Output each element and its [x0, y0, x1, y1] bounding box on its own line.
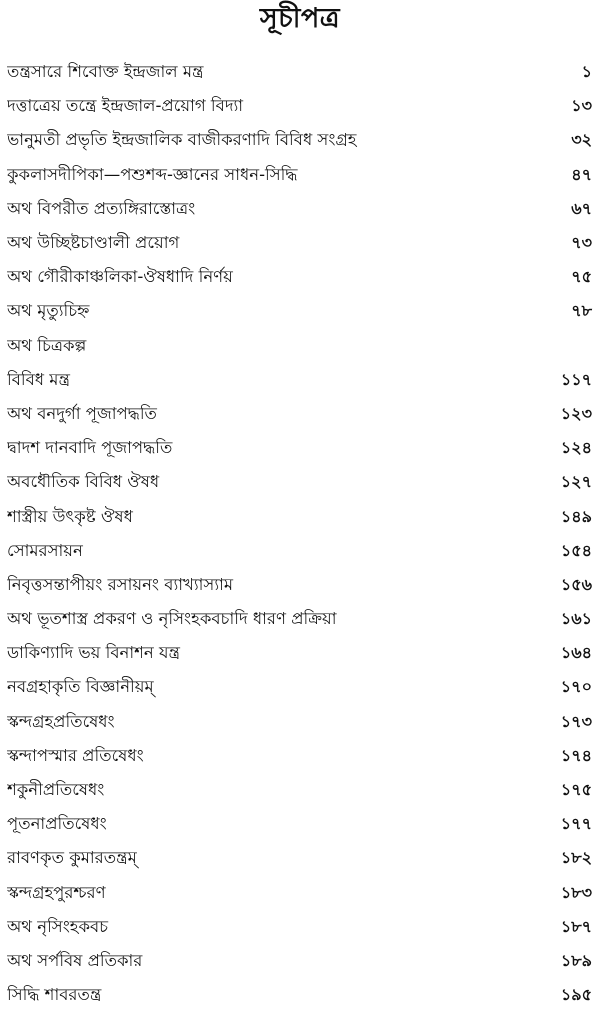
toc-entry-page-number: ১৪৯	[560, 506, 592, 526]
toc-entry-page-number: ১	[581, 62, 592, 82]
toc-entry	[0, 55, 600, 89]
toc-entry-title: রাবণকৃত কুমারতন্ত্রম্	[7, 848, 137, 868]
toc-entry	[0, 568, 600, 602]
toc-entry	[0, 773, 600, 807]
toc-entry	[0, 910, 600, 944]
toc-entry-page-number: ১৮৭	[560, 916, 592, 936]
toc-entry	[0, 739, 600, 773]
table-of-contents	[0, 55, 600, 1012]
toc-entry-page-number: ১৫৪	[560, 540, 592, 560]
toc-entry	[0, 465, 600, 499]
toc-entry-page-number: ১৭৭	[560, 814, 592, 834]
toc-entry	[0, 807, 600, 841]
toc-entry	[0, 294, 600, 328]
toc-entry	[0, 876, 600, 910]
toc-entry	[0, 670, 600, 704]
toc-entry-title: বিবিধ মন্ত্র	[7, 369, 70, 389]
toc-entry-page-number: ১২৪	[560, 438, 592, 458]
toc-entry	[0, 260, 600, 294]
toc-entry-page-number: ১৮৯	[560, 950, 592, 970]
toc-entry	[0, 363, 600, 397]
toc-entry-page-number: ৩২	[571, 130, 592, 150]
toc-entry-title: কুকলাসদীপিকা—পশুশব্দ-জ্ঞানের সাধন-সিদ্ধি	[7, 164, 298, 184]
toc-entry-page-number: ১৮২	[560, 848, 592, 868]
toc-entry-title: অথ উচ্ছিষ্টচাণ্ডালী প্রয়োগ	[7, 233, 180, 253]
toc-entry-title: দত্তাত্রেয় তন্ত্রে ইন্দ্রজাল-প্রয়োগ বিদ্যা	[7, 96, 244, 116]
toc-entry-page-number: ৭৮	[571, 301, 592, 321]
toc-entry-title: নবগ্রহাকৃতি বিজ্ঞানীয়ম্	[7, 677, 154, 697]
toc-entry-title: অথ মৃত্যুচিহ্ন	[7, 301, 90, 321]
toc-entry-title: অথ চিত্রকল্প	[7, 335, 87, 355]
toc-entry-title: নিবৃত্তসন্তাপীয়ং রসায়নং ব্যাখ্যাস্যাম	[7, 574, 234, 594]
toc-entry-title: অবধৌতিক বিবিধ ঔষধ	[7, 472, 160, 492]
toc-entry-page-number: ৭৫	[571, 267, 592, 287]
toc-entry	[0, 499, 600, 533]
toc-entry-title: অথ বিপরীত প্রত্যঙ্গিরাস্তোত্রং	[7, 198, 196, 218]
toc-entry-page-number: ১৭৪	[560, 745, 592, 765]
toc-entry-title: অথ নৃসিংহকবচ	[7, 916, 109, 936]
toc-entry-title: স্কন্দাপস্মার প্রতিষেধং	[7, 745, 144, 765]
toc-entry-page-number: ১২৩	[560, 403, 592, 423]
toc-entry-page-number: ১৭০	[560, 677, 592, 697]
toc-entry-title: তন্ত্রসারে শিবোক্ত ইন্দ্রজাল মন্ত্র	[7, 62, 204, 82]
toc-entry-page-number: ১৫৬	[560, 574, 592, 594]
toc-entry	[0, 978, 600, 1012]
toc-entry	[0, 397, 600, 431]
toc-entry-title: অথ গৌরীকাঞ্চলিকা-ঔষধাদি নির্ণয়	[7, 267, 233, 287]
toc-entry-page-number: ১৯৫	[560, 985, 592, 1005]
toc-entry-title: দ্বাদশ দানবাদি পূজাপদ্ধতি	[7, 438, 173, 458]
toc-entry	[0, 329, 600, 363]
toc-entry	[0, 841, 600, 875]
toc-entry-title: পূতনাপ্রতিষেধং	[7, 814, 107, 834]
toc-entry-page-number: ১৭৫	[560, 780, 592, 800]
toc-entry	[0, 534, 600, 568]
toc-entry-page-number: ১৮৩	[560, 882, 592, 902]
toc-entry-title: ডাকিণ্যাদি ভয় বিনাশন যন্ত্র	[7, 643, 180, 663]
toc-entry-page-number: ৭৩	[571, 233, 592, 253]
toc-entry-title: শকুনীপ্রতিষেধং	[7, 780, 105, 800]
toc-entry-title: ভানুমতী প্রভৃতি ইন্দ্রজালিক বাজীকরণাদি বিবিধ সংগ্রহ	[7, 130, 357, 150]
toc-entry-title: সোমরসায়ন	[7, 540, 83, 560]
toc-entry-title: অথ সর্পবিষ প্রতিকার	[7, 950, 143, 970]
toc-entry	[0, 636, 600, 670]
toc-entry-page-number: ৪৭	[571, 164, 592, 184]
toc-entry	[0, 431, 600, 465]
toc-entry-title: অথ বনদুর্গা পূজাপদ্ধতি	[7, 403, 157, 423]
toc-entry	[0, 192, 600, 226]
toc-entry	[0, 226, 600, 260]
toc-entry-page-number: ১৭৩	[560, 711, 592, 731]
toc-entry-page-number: ১৬১	[560, 609, 592, 629]
toc-entry	[0, 89, 600, 123]
toc-entry	[0, 123, 600, 157]
toc-entry	[0, 158, 600, 192]
toc-entry-title: সিদ্ধি শাবরতন্ত্র	[7, 985, 102, 1005]
toc-entry-page-number: ১৩	[571, 96, 592, 116]
toc-entry-page-number: ১১৭	[560, 369, 592, 389]
toc-entry-page-number: ১৬৪	[560, 643, 592, 663]
page-title: সূচীপত্র	[259, 3, 341, 34]
toc-entry-title: স্কন্দগ্রহপুরশ্চরণ	[7, 882, 106, 902]
toc-entry-title: শাস্ত্রীয় উৎকৃষ্ট ঔষধ	[7, 506, 133, 526]
toc-entry-title: স্কন্দগ্রহপ্রতিষেধং	[7, 711, 115, 731]
toc-entry-title: অথ ভূতশাস্ত্র প্রকরণ ও নৃসিংহকবচাদি ধারণ প্রক্রিয়া	[7, 609, 337, 629]
toc-entry-page-number: ১২৭	[560, 472, 592, 492]
toc-entry	[0, 705, 600, 739]
toc-entry	[0, 944, 600, 978]
toc-entry-page-number: ৬৭	[571, 198, 592, 218]
toc-entry	[0, 602, 600, 636]
